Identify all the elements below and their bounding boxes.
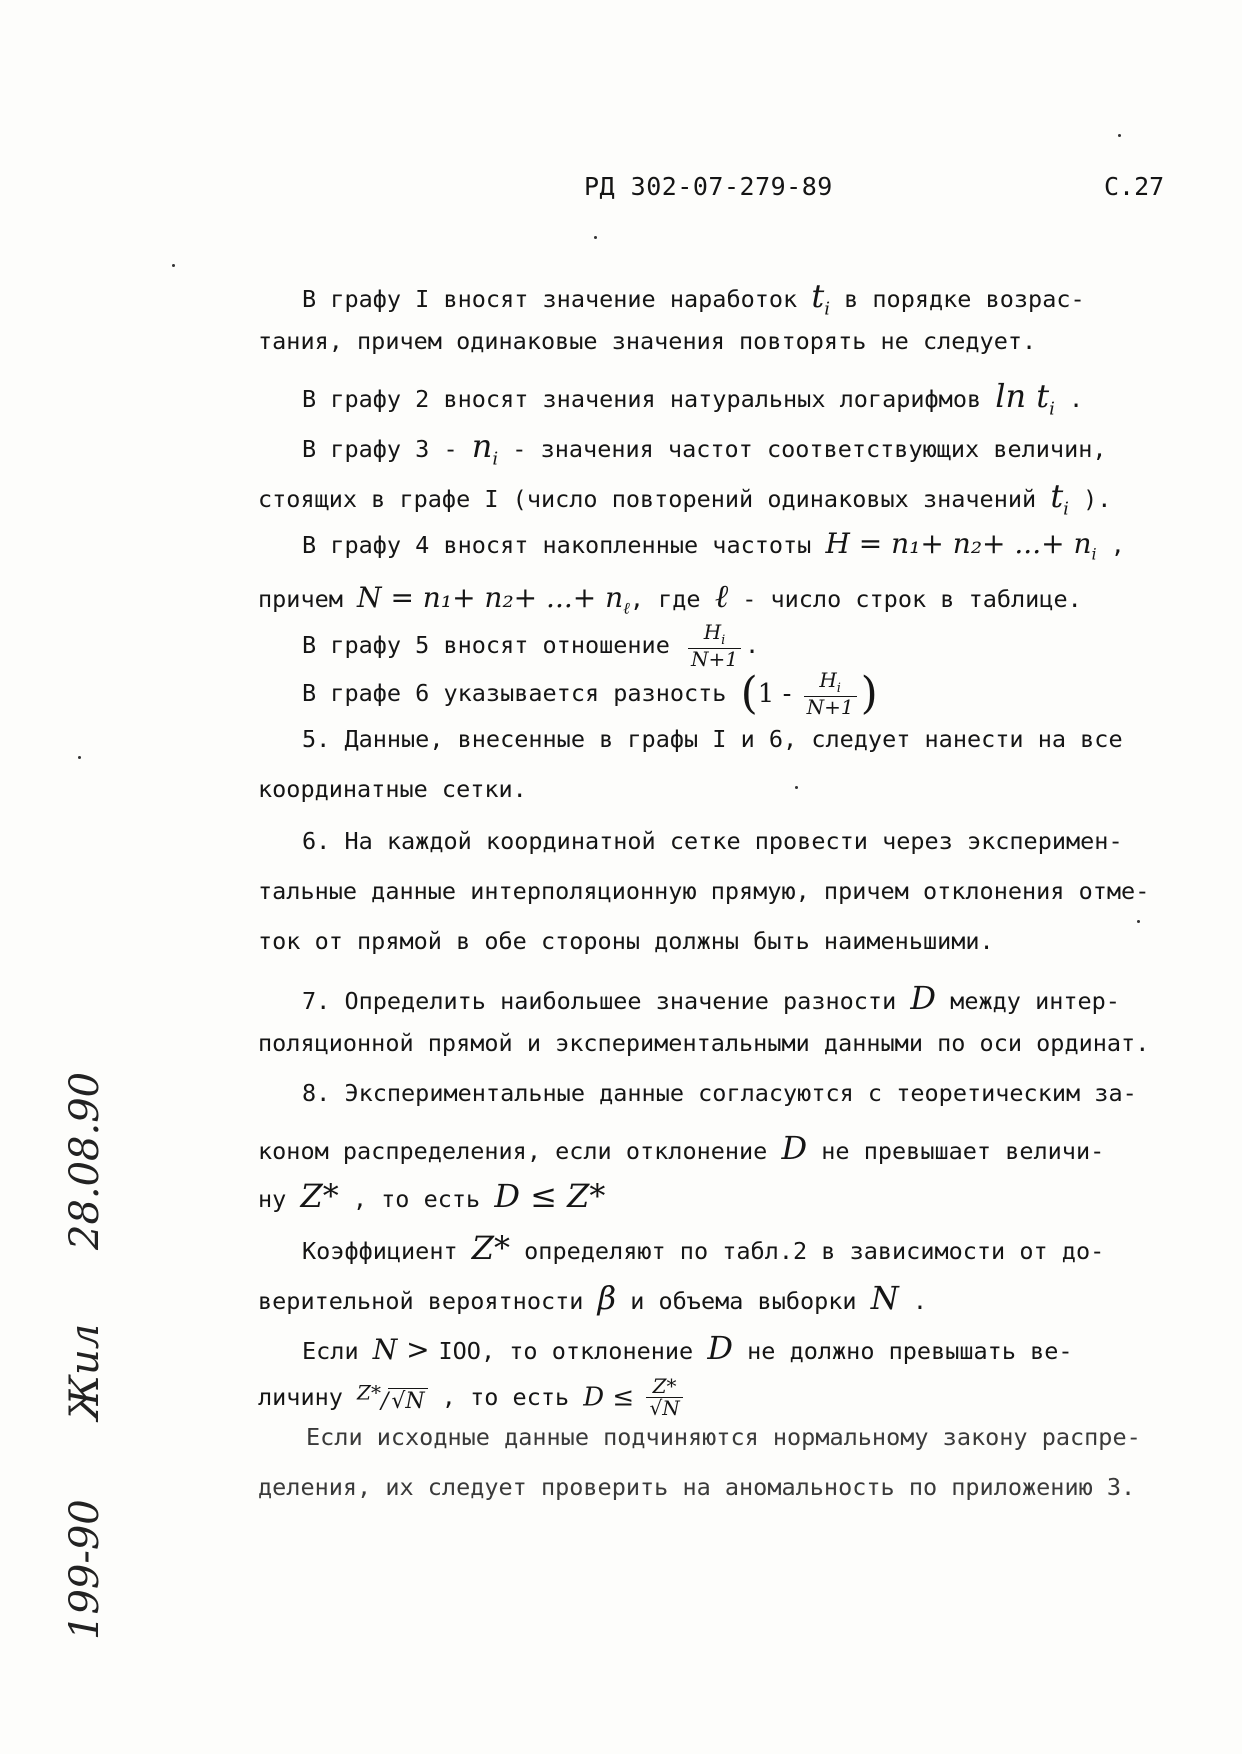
math-z-star-over-sqrt-n: $^{Z*}$/ √N bbox=[357, 1389, 428, 1414]
math-cumulative-freq: H = n₁+ n₂+ ...+ $n_i$ bbox=[825, 527, 1097, 564]
scan-speck bbox=[172, 264, 175, 267]
math-z-star: Z* bbox=[300, 1177, 339, 1215]
text-line: ток от прямой в обе стороны должны быть наименьшими. bbox=[258, 927, 994, 955]
text-line: В графу 2 вносят значения натуральных логарифмов $\ln t_i$ . bbox=[302, 377, 1084, 420]
text-line: верительной вероятности β и объема выборки N . bbox=[258, 1279, 928, 1317]
math-n: N bbox=[870, 1279, 899, 1317]
margin-note-number: 199-90 bbox=[62, 1499, 108, 1640]
document-code: РД 302-07-279-89 bbox=[584, 172, 833, 201]
math-d: D bbox=[910, 979, 937, 1017]
scan-speck bbox=[594, 236, 597, 239]
text-line: В графу 5 вносят отношение $\frac{H_i}{N+1}$ . bbox=[302, 620, 760, 671]
math-d: D bbox=[707, 1329, 733, 1367]
text-line: В графу 4 вносят накопленные частоты H = n₁+ n₂+ ...+ $n_i$ , bbox=[302, 527, 1125, 564]
scan-speck bbox=[1137, 920, 1140, 923]
text-line: 5. Данные, внесенные в графы I и 6, следует нанести на все bbox=[302, 725, 1123, 753]
text-line: Коэффициент Z* определяют по табл.2 в зависимости от до- bbox=[302, 1229, 1105, 1267]
math-z-star: Z* bbox=[471, 1229, 511, 1267]
margin-note-signature: Жил bbox=[62, 1323, 108, 1420]
math-ell: ℓ bbox=[714, 577, 729, 615]
fraction-h-over-n-plus-1: $\frac{H_i}{N+1}$ bbox=[804, 670, 857, 718]
text-line: В графу I вносят значение наработок $t_i$ в порядке возрас- bbox=[302, 277, 1085, 320]
math-t-i: $t_i$ bbox=[811, 277, 830, 320]
math-beta: β bbox=[597, 1279, 617, 1317]
text-line: 8. Экспериментальные данные согласуются с теоретическим за- bbox=[302, 1079, 1137, 1107]
text-line: В графу $3 - n_i$ - значения частот соответствующих величин, bbox=[302, 427, 1107, 470]
text-line: причем N = n₁+ n₂+ ...+ $n_\ell$, где ℓ - число строк в таблице. bbox=[258, 577, 1082, 618]
text-line: 7. Определить наибольшее значение разности D между интер- bbox=[302, 979, 1120, 1017]
scan-speck bbox=[795, 786, 798, 789]
page-number: С.27 bbox=[1104, 172, 1165, 201]
text-line: Если исходные данные подчиняются нормальному закону распре- bbox=[306, 1423, 1141, 1451]
margin-note-date: 28.08.90 bbox=[62, 1071, 108, 1250]
math-ln-t-i: $\ln t_i$ bbox=[995, 377, 1055, 420]
scan-speck bbox=[78, 756, 81, 759]
text-line: ну Z* , то есть D ≤ Z* bbox=[258, 1177, 606, 1215]
math-t-i: $t_i$ bbox=[1050, 477, 1069, 520]
text-line: стоящих в графе I (число повторений одинаковых значений $t_i$ ). bbox=[258, 477, 1112, 520]
math-n-gt: N > bbox=[372, 1333, 439, 1366]
text-line: коном распределения, если отклонение D не превышает величи- bbox=[258, 1129, 1105, 1167]
fraction-h-over-n-plus-1: $\frac{H_i}{N+1}$ bbox=[688, 622, 741, 670]
text-line: координатные сетки. bbox=[258, 775, 527, 803]
text-line: поляционной прямой и экспериментальными данными по оси ординат. bbox=[258, 1029, 1150, 1057]
text-line: В графе 6 указывается разность (1 - $\frac{H_i}{N+1}$ ) bbox=[302, 667, 878, 719]
text-line: деления, их следует проверить на аномальность по приложению 3. bbox=[258, 1473, 1136, 1501]
math-d: D bbox=[781, 1129, 808, 1167]
text-line: тальные данные интерполяционную прямую, причем отклонения отме- bbox=[258, 877, 1150, 905]
scan-speck bbox=[1118, 134, 1121, 137]
text-line: личину $^{Z*}$/ √N , то есть D ≤ $\frac{Z*}{√N}$ bbox=[258, 1376, 687, 1419]
math-d-le-z-star: D ≤ Z* bbox=[494, 1177, 606, 1215]
math-total-n: N = n₁+ n₂+ ...+ $n_\ell$ bbox=[357, 581, 630, 618]
fraction-z-star-over-sqrt-n: $\frac{Z*}{√N}$ bbox=[646, 1376, 682, 1419]
math-n-i: $n_i$ bbox=[471, 427, 499, 470]
text-line: тания, причем одинаковые значения повторять не следует. bbox=[258, 327, 1037, 355]
text-line: Если N > IOO, то отклонение D не должно превышать ве- bbox=[302, 1329, 1073, 1367]
text-line: 6. На каждой координатной сетке провести через эксперимен- bbox=[302, 827, 1123, 855]
